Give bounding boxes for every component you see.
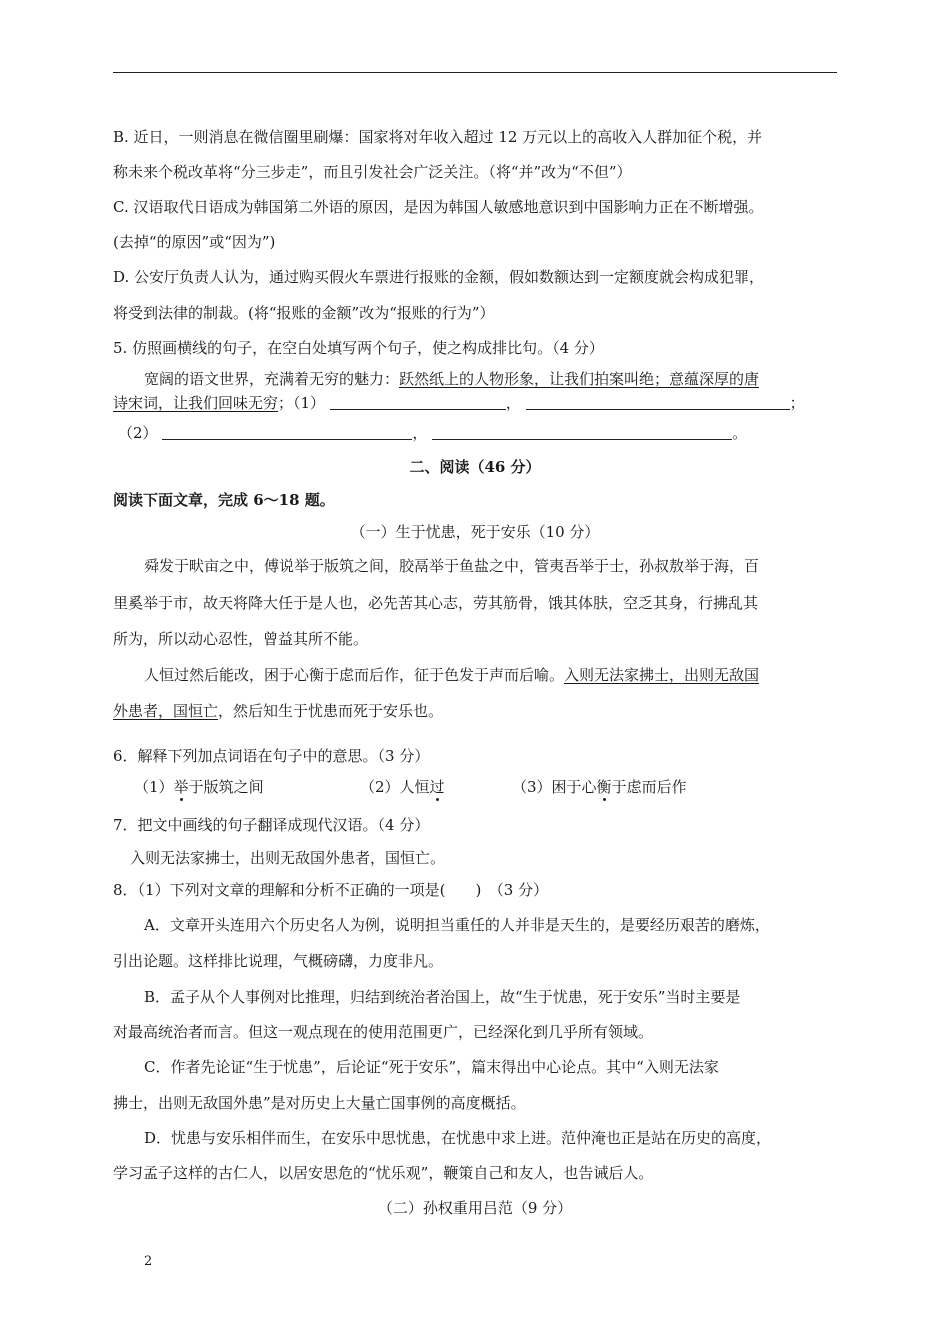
question-8: 8．（1）下列对文章的理解和分析不正确的一项是( ) （3 分） — [113, 881, 549, 899]
part-2-title: （二）孙权重用吕范（9 分） — [377, 1199, 573, 1217]
passage-1-line-1: 舜发于畎亩之中，傅说举于版筑之间，胶鬲举于鱼盐之中，管夷吾举于士，孙叔敖举于海，百 — [144, 557, 760, 575]
q5-blank-2b[interactable] — [432, 423, 732, 440]
q6-item-3-rest: 于虑而后作 — [611, 778, 687, 796]
q6-dotted-word-1: 举 — [173, 778, 189, 796]
q5-blank-1a[interactable] — [330, 393, 506, 410]
q5-underlined-sentence-1: 跃然纸上的人物形象，让我们拍案叫绝；意蕴深厚的唐 — [399, 370, 760, 388]
q5-passage-intro: 宽阔的语文世界，充满着无穷的魅力： — [144, 370, 400, 388]
q5-blank-2a[interactable] — [162, 423, 412, 440]
q5-blank-1b[interactable] — [526, 393, 790, 410]
q8-option-c-line-1: C．作者先论证“生于忧患”，后论证“死于安乐”，篇末得出中心论点。其中“入则无法家 — [144, 1058, 719, 1076]
q8-option-d-line-2: 学习孟子这样的古仁人，以居安思危的“忧乐观”，鞭策自己和友人，也告诫后人。 — [113, 1164, 654, 1182]
option-d-line-2: 将受到法律的制裁。(将“报账的金额”改为“报账的行为”） — [113, 304, 495, 322]
passage-1-line-2: 里奚举于市，故天将降大任于是人也，必先苦其心志，劳其筋骨，饿其体肤，空乏其身，行拂乱其 — [113, 594, 759, 612]
question-6: 6．解释下列加点词语在句子中的意思。（3 分） — [113, 747, 430, 765]
option-d-line-1: D. 公安厅负责人认为，通过购买假火车票进行报账的金额，假如数额达到一定额度就会构成犯罪， — [113, 268, 765, 286]
q5-period: 。 — [732, 424, 748, 442]
q5-passage-line-2 — [113, 392, 805, 414]
passage-2-tail: ，然后知生于忧患而死于安乐也。 — [218, 702, 444, 720]
passage-2-underlined-2: 外患者，国恒亡 — [113, 702, 219, 720]
q7-sentence: 入则无法家拂士，出则无敌国外患者，国恒亡。 — [130, 849, 446, 867]
q5-passage-line-1 — [144, 368, 759, 390]
q6-item-1-label: （1） — [134, 778, 174, 796]
reading-instruction: 阅读下面文章，完成 6～18 题。 — [113, 491, 335, 509]
q5-comma-1: ， — [505, 394, 521, 412]
passage-2-text: 人恒过然后能改，困于心衡于虑而后作，征于色发于声而后喻。 — [144, 666, 565, 684]
q6-dotted-word-2: 过 — [429, 778, 445, 796]
option-b-line-2: 称未来个税改革将“分三步走”，而且引发社会广泛关注。（将“并”改为“不但”） — [113, 163, 632, 181]
q5-passage-line-3 — [118, 422, 747, 444]
page-number: 2 — [144, 1254, 153, 1269]
passage-2-line-2 — [113, 700, 443, 722]
q8-option-a-line-2: 引出论题。这样排比说理，气概磅礴，力度非凡。 — [113, 952, 444, 970]
passage-1-line-3: 所为，所以动心忍性，曾益其所不能。 — [113, 630, 369, 648]
q8-option-b-line-2: 对最高统治者而言。但这一观点现在的使用范围更广，已经深化到几乎所有领域。 — [113, 1023, 654, 1041]
q6-item-1 — [134, 776, 264, 798]
q5-underlined-sentence-2: 诗宋词，让我们回味无穷 — [113, 394, 279, 412]
question-5: 5. 仿照画横线的句子，在空白处填写两个句子，使之构成排比句。（4 分） — [113, 339, 604, 357]
part-1-title: （一）生于忧患，死于安乐（10 分） — [350, 523, 600, 541]
q8-option-c-line-2: 拂士，出则无敌国外患”是对历史上大量亡国事例的高度概括。 — [113, 1094, 526, 1112]
option-b-line-1: B. 近日，一则消息在微信圈里刷爆：国家将对年收入超过 12 万元以上的高收入人群加征个税，并 — [113, 128, 763, 146]
q8-option-b-line-1: B．孟子从个人事例对比推理，归结到统治者治国上，故“生于忧患，死于安乐”当时主要是 — [144, 988, 741, 1006]
q8-option-a-line-1: A．文章开头连用六个历史名人为例，说明担当重任的人并非是天生的，是要经历艰苦的磨炼， — [144, 916, 770, 934]
q8-option-d-line-1: D．忧患与安乐相伴而生，在安乐中思忧患，在忧患中求上进。范仲淹也正是站在历史的高度， — [144, 1129, 772, 1147]
option-c-line-1: C. 汉语取代日语成为韩国第二外语的原因，是因为韩国人敏感地意识到中国影响力正在不断增强。 — [113, 198, 764, 216]
q5-label-2: （2） — [118, 424, 158, 442]
q6-item-1-rest: 于版筑之间 — [188, 778, 264, 796]
q5-comma-2: ， — [412, 424, 428, 442]
header-rule — [113, 72, 837, 73]
q5-semicolon: ； — [789, 394, 805, 412]
q6-item-3 — [512, 776, 687, 798]
section-2-title: 二、阅读（46 分） — [409, 458, 541, 476]
q6-item-3-label: （3）困于心 — [512, 778, 597, 796]
question-7: 7．把文中画线的句子翻译成现代汉语。（4 分） — [113, 816, 430, 834]
option-c-line-2: (去掉“的原因”或“因为”) — [113, 233, 276, 251]
q5-label-1: ；（1） — [278, 394, 326, 412]
passage-2-underlined-1: 入则无法家拂士，出则无敌国 — [564, 666, 760, 684]
q6-item-2 — [360, 776, 445, 798]
q6-dotted-word-3: 衡 — [596, 778, 612, 796]
q6-item-2-label: （2）人恒 — [360, 778, 430, 796]
passage-2-line-1 — [144, 664, 759, 686]
